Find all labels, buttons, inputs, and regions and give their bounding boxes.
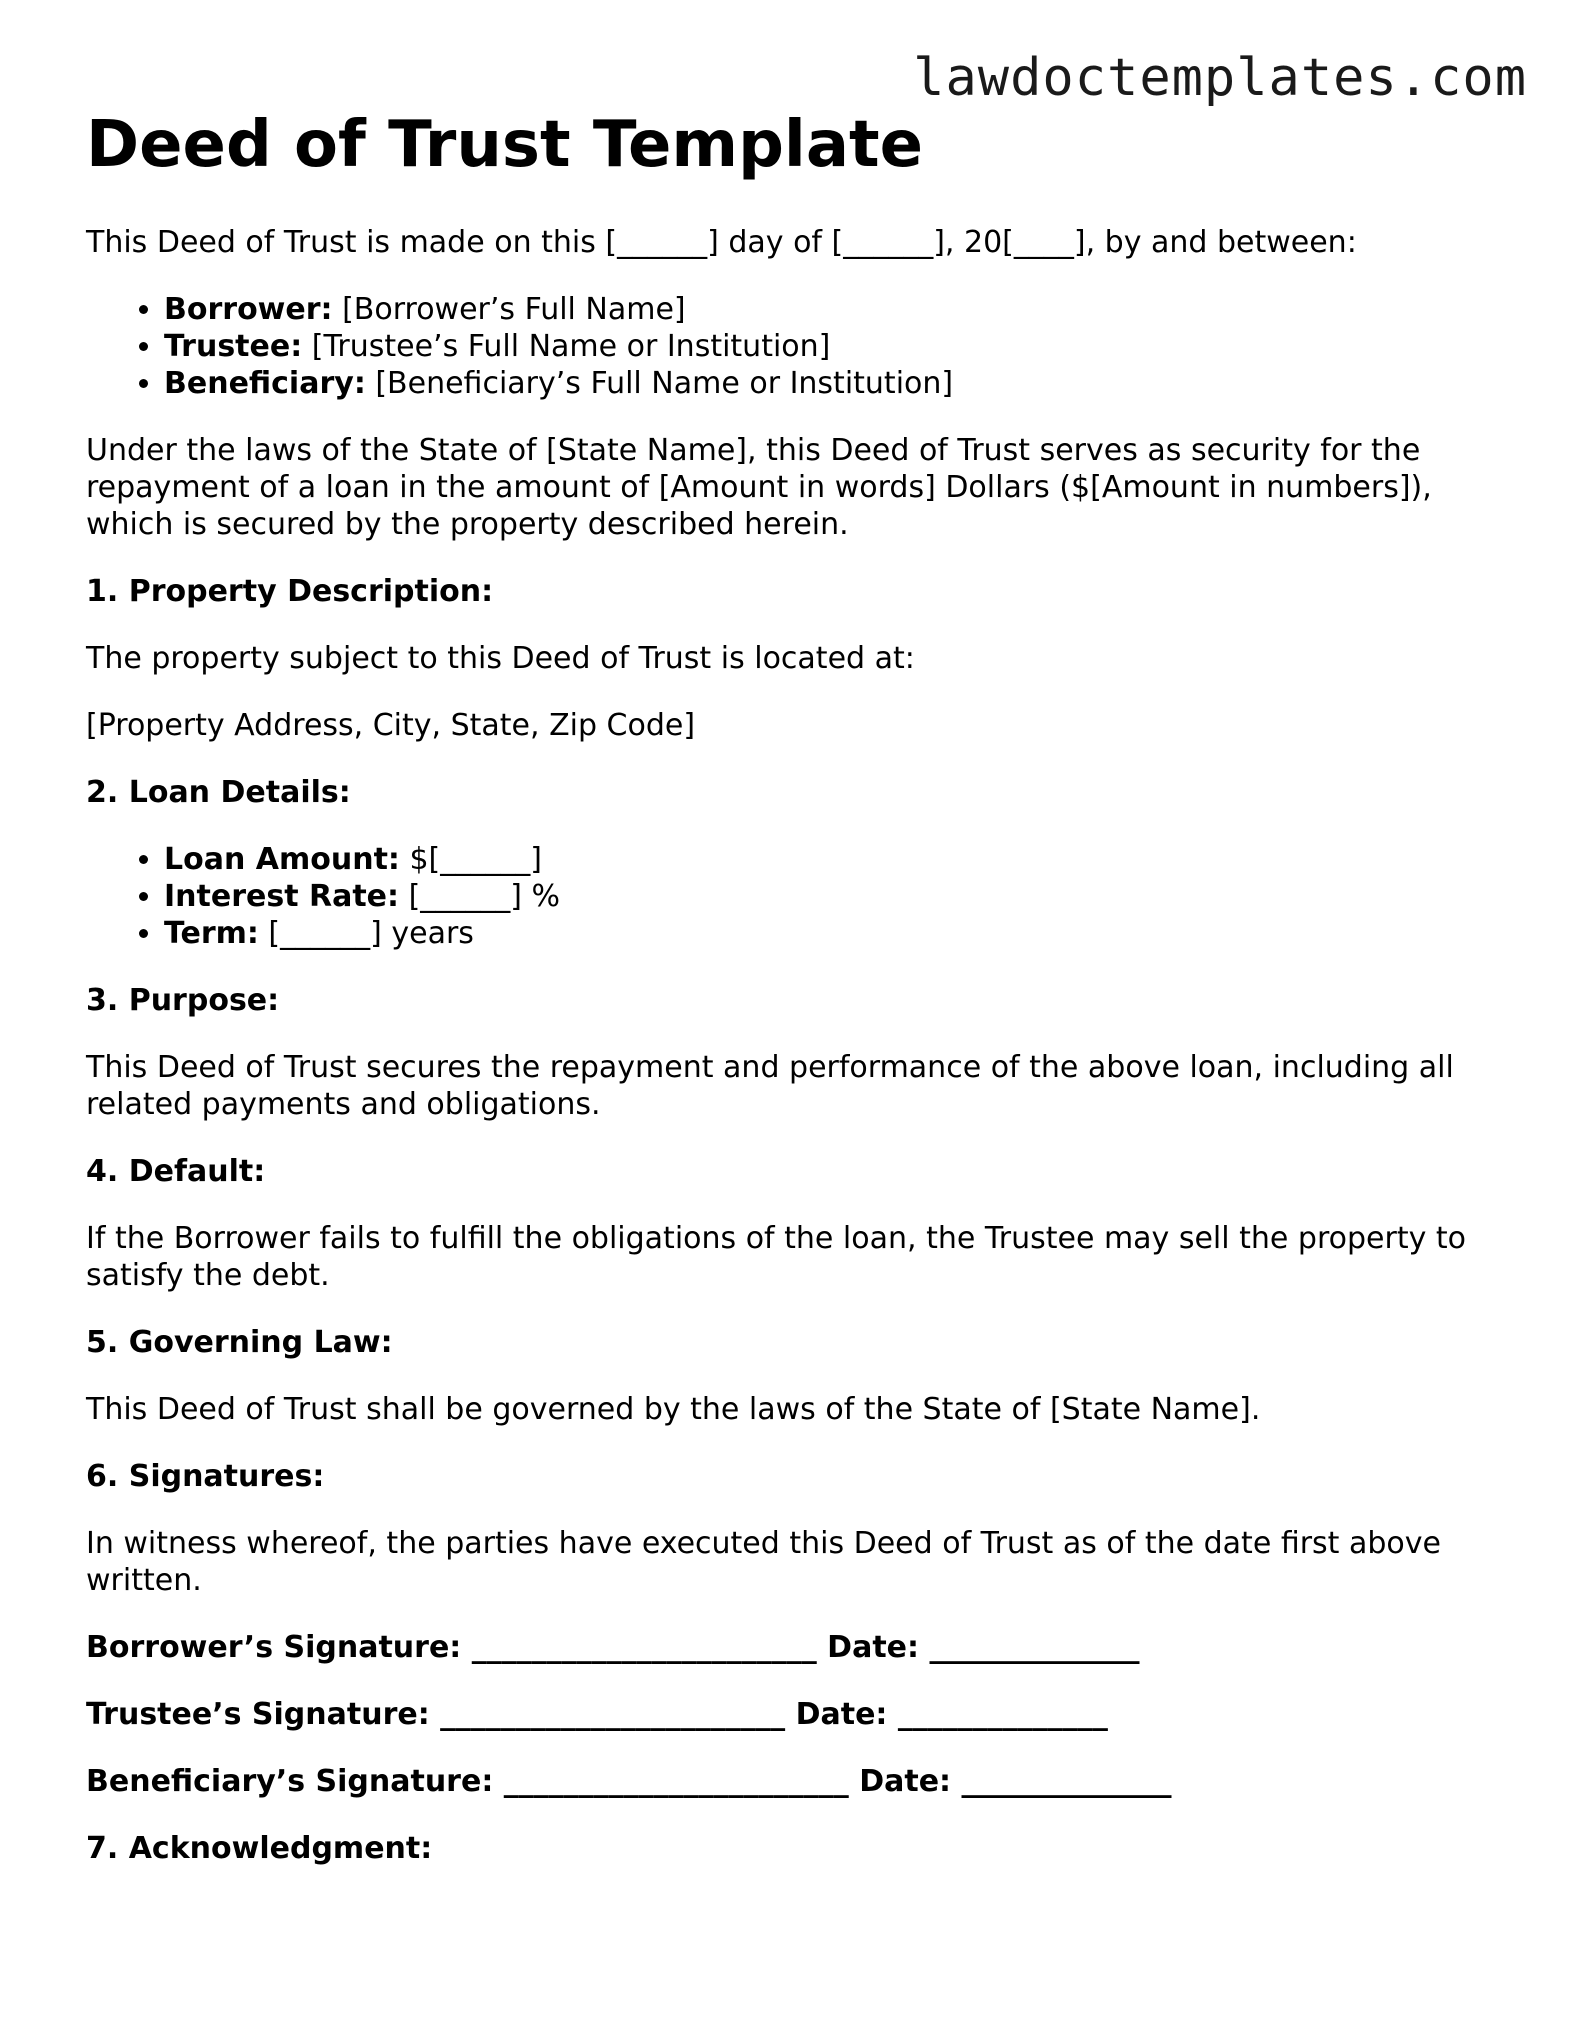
party-value: [Beneficiary’s Full Name or Institution] [365,366,954,402]
party-borrower [164,291,1486,328]
document-page [86,110,1486,1897]
beneficiary-signature-line: Beneficiary’s Signature: _______________________ Date: ______________ [86,1764,1172,1800]
borrower-signature-line: Borrower’s Signature: _______________________ Date: ______________ [86,1630,1140,1666]
loan-label: Loan Amount: [164,842,400,878]
party-label: Trustee: [164,329,303,365]
law-text: This Deed of Trust shall be governed by the laws of the State of [State Name]. [86,1392,1261,1428]
section-heading-default: 4. Default: [86,1154,266,1190]
section-heading-signatures: 6. Signatures: [86,1459,325,1495]
party-label: Beneficiary: [164,366,366,402]
property-address: [Property Address, City, State, Zip Code] [86,708,696,744]
property-text: The property subject to this Deed of Trust is located at: [86,641,915,677]
preamble-paragraph: Under the laws of the State of [State Name], this Deed of Trust serves as security for the repayment of a loan in the amount of [Amount in words] Dollars ($[Amount in numbers]), which is secured by the property described herein. [86,433,1432,543]
party-beneficiary [164,365,1486,402]
loan-value: [______] % [399,879,561,915]
signatures-text: In witness whereof, the parties have executed this Deed of Trust as of the date first above written. [86,1526,1441,1599]
party-value: [Borrower’s Full Name] [332,292,686,328]
section-heading-law: 5. Governing Law: [86,1325,393,1361]
loan-amount-item [164,841,1486,878]
party-value: [Trustee’s Full Name or Institution] [302,329,831,365]
trustee-signature-line: Trustee’s Signature: _______________________ Date: ______________ [86,1697,1108,1733]
loan-label: Interest Rate: [164,879,400,915]
purpose-text: This Deed of Trust secures the repayment and performance of the above loan, including all related payments and obligations. [86,1050,1454,1123]
site-watermark: lawdoctemplates.com [913,48,1527,108]
parties-list [86,291,1486,402]
loan-label: Term: [164,916,259,952]
party-label: Borrower: [164,292,333,328]
section-heading-acknowledgment: 7. Acknowledgment: [86,1831,433,1867]
section-heading-loan: 2. Loan Details: [86,775,351,811]
loan-value: $[______] [399,842,542,878]
loan-details-list [86,841,1486,952]
interest-rate-item [164,878,1486,915]
loan-value: [______] years [258,916,474,952]
default-text: If the Borrower fails to fulfill the obligations of the loan, the Trustee may sell the property to satisfy the debt. [86,1221,1466,1294]
intro-paragraph: This Deed of Trust is made on this [______] day of [______], 20[____], by and between: [86,225,1357,261]
section-heading-purpose: 3. Purpose: [86,983,280,1019]
document-title: Deed of Trust Template [86,108,924,182]
term-item [164,915,1486,952]
section-heading-property: 1. Property Description: [86,574,494,610]
party-trustee [164,328,1486,365]
